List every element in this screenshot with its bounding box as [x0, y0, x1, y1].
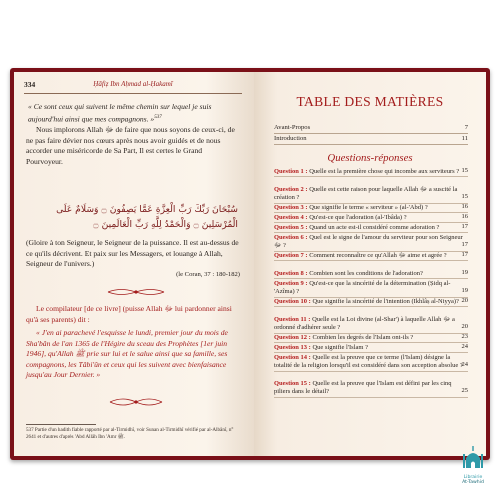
question-text: Combien sont les conditions de l'adoration?: [309, 270, 423, 277]
toc-question-12: [274, 334, 468, 343]
toc-entry-page: 7: [464, 124, 468, 131]
question-number: Question 15 :: [274, 380, 311, 387]
question-number: Question 6 :: [274, 234, 308, 241]
question-number: Question 13 :: [274, 344, 311, 351]
toc-entry-label: Introduction: [274, 135, 307, 142]
toc-divider: [274, 144, 468, 145]
mosque-icon: [462, 446, 484, 470]
toc-entry-label: Avant-Propos: [274, 124, 311, 131]
question-number: Question 10 :: [274, 298, 311, 305]
question-page: 15: [461, 193, 468, 201]
question-page: 24: [461, 361, 468, 369]
question-number: Question 7 :: [274, 252, 308, 259]
hadith-quote-text: « Ce sont ceux qui suivent le même chemin sur lequel je suis aujourd'hui ainsi que mes compagnons. »: [28, 102, 212, 124]
question-number: Question 14 :: [274, 354, 311, 361]
toc-question-14: [274, 354, 468, 372]
question-number: Question 3 :: [274, 204, 308, 211]
compiler-statement: Le compilateur [de ce livre] (puisse Allah ﷻ lui pardonner ainsi qu'à ses parents) dit :: [26, 304, 232, 324]
page-number: 334: [24, 80, 36, 89]
question-text: Que signifie la sincérité de l'intention (Ikhlâṣ al-Niyya)?: [312, 298, 459, 305]
ornament-end-icon: [106, 397, 166, 407]
question-number: Question 8 :: [274, 270, 308, 277]
right-page: [254, 72, 486, 456]
toc-divider: [274, 133, 468, 134]
toc-question-5: [274, 224, 468, 233]
toc-question-1: [274, 168, 468, 177]
page-header: [24, 80, 242, 94]
question-text: Quand un acte est-il considéré comme adoration ?: [309, 224, 440, 231]
question-text: Quelle est la première chose qui incombe aux serviteurs ?: [309, 168, 460, 175]
question-page: 15: [461, 167, 468, 174]
toc-question-3: [274, 204, 468, 213]
toc-question-10: [274, 298, 468, 307]
compiler-quote: « J'en ai parachevé l'esquisse le lundi, premier jour du mois de Sha'bân de l'an 1365 de l'Hégire du sceau des Prophètes [1er juin 1946], qu'Allah ﷺ prie sur lui et le salue ainsi que sa famille, ses compagnons, les Tâbi'ûn et ceux qui les suivent avec bienfaisance jusqu'au Jour Dernier. »: [26, 328, 228, 379]
toc-question-9: [274, 280, 468, 298]
toc-title: TABLE DES MATIÈRES: [296, 94, 444, 109]
question-number: Question 11 :: [274, 316, 311, 323]
question-page: 25: [461, 387, 468, 395]
question-page: 16: [461, 213, 468, 220]
question-number: Question 4 :: [274, 214, 308, 221]
question-page: 20: [461, 297, 468, 304]
question-page: 19: [461, 269, 468, 276]
toc-question-2: [274, 186, 468, 204]
question-page: 16: [461, 203, 468, 210]
toc-question-8: [274, 270, 468, 279]
question-text: Que signifie le terme « serviteur » (al-'Abd) ?: [309, 204, 428, 211]
store-logo: [452, 446, 494, 486]
question-page: 23: [461, 333, 468, 340]
question-number: Question 5 :: [274, 224, 308, 231]
open-book: [10, 68, 490, 460]
question-text: Que signifie l'Islam ?: [312, 344, 368, 351]
question-text: Quelle est la preuve que ce terme (l'Islam) désigne la totalité de la religion lorsqu'il est considéré dans son acception absolue ?: [274, 354, 463, 370]
question-text: Qu'est-ce que la sincérité de la détermination (Ṣidq al-'Azîma) ?: [274, 280, 451, 296]
question-page: 24: [461, 343, 468, 350]
question-number: Question 1 :: [274, 168, 308, 175]
question-number: Question 9 :: [274, 280, 308, 287]
toc-entry-introduction: [274, 135, 468, 144]
question-text: Quelle est la preuve que l'Islam est défini par les cinq piliers dans le détail?: [274, 380, 452, 396]
arabic-line-1: سُبْحَانَ رَبِّكَ رَبِّ الْعِزَّةِ عَمَّا يَصِفُونَ ۝ وَسَلَامٌ عَلَى: [56, 204, 238, 215]
logo-line-1: Librairie: [463, 475, 483, 480]
footnote-divider: [26, 424, 96, 425]
toc-question-15: [274, 380, 468, 398]
toc-question-4: [274, 214, 468, 223]
question-page: 17: [461, 223, 468, 230]
question-number: Question 2 :: [274, 186, 308, 193]
left-page: [14, 72, 254, 456]
toc-entry-page: 11: [461, 135, 468, 142]
verse-translation: (Gloire à ton Seigneur, le Seigneur de la puissance. Il est au-dessus de ce qu'ils décrivent. Et paix sur les Messagers, et louange à Allah, Seigneur de l'univers.): [26, 238, 239, 268]
hadith-quote: [26, 102, 242, 125]
toc-question-7: [274, 252, 468, 261]
toc-question-13: [274, 344, 468, 353]
arabic-verse: [28, 202, 238, 232]
footnote-ref: 537: [154, 114, 162, 120]
section-title: Questions-réponses: [327, 152, 413, 164]
question-text: Quel est le signe de l'amour du serviteur pour son Seigneur ﷻ ?: [274, 234, 463, 250]
running-head: Ḥāfiẓ Ibn Aḥmad al-Ḥakamī: [93, 80, 173, 88]
footnote: 537 Partie d'un hadith fiable rapporté par al-Tirmidhî, voir Sunan al-Tirmidhî vérifié par al-Albânî, n° 2641 et d'autres d'après 'Abd Allâh Ibn 'Amr ﷺ.: [26, 427, 234, 440]
quran-citation: (le Coran, 37 : 180-182): [176, 271, 240, 278]
toc-entry-avant-propos: [274, 124, 468, 133]
question-page: 17: [461, 241, 468, 249]
arabic-line-2: الْمُرْسَلِينَ ۝ وَالْحَمْدُ لِلَّهِ رَبِّ الْعَالَمِينَ ۝: [93, 219, 238, 230]
question-text: Qu'est-ce que l'adoration (al-'Ibâda) ?: [309, 214, 407, 221]
question-text: Quelle est la Loi divine (al-Shar') à laquelle Allah ﷻ a ordonné d'adhérer seule ?: [274, 316, 455, 332]
question-page: 19: [461, 287, 468, 295]
question-text: Combien les degrés de l'Islam ont-ils ?: [312, 334, 414, 341]
question-page: 17: [461, 251, 468, 258]
paragraph-supplication: Nous implorons Allah ﷻ de faire que nous soyons de ceux-ci, de ne pas faire dévier nos cœurs après nous avoir guidés et de nous accorder une miséricorde de Sa Part, Il est certes le Grand Pourvoyeur.: [26, 125, 235, 166]
logo-line-2: At-Tawhid: [462, 480, 484, 485]
question-text: Comment reconnaître ce qu'Allah ﷻ aime et agrée ?: [309, 252, 447, 259]
question-number: Question 12 :: [274, 334, 311, 341]
ornament-divider-icon: [106, 287, 166, 297]
question-page: 20: [461, 323, 468, 331]
question-text: Quelle est cette raison pour laquelle Allah ﷻ a suscité la création ?: [274, 186, 458, 202]
toc-question-11: [274, 316, 468, 334]
toc-question-6: [274, 234, 468, 252]
